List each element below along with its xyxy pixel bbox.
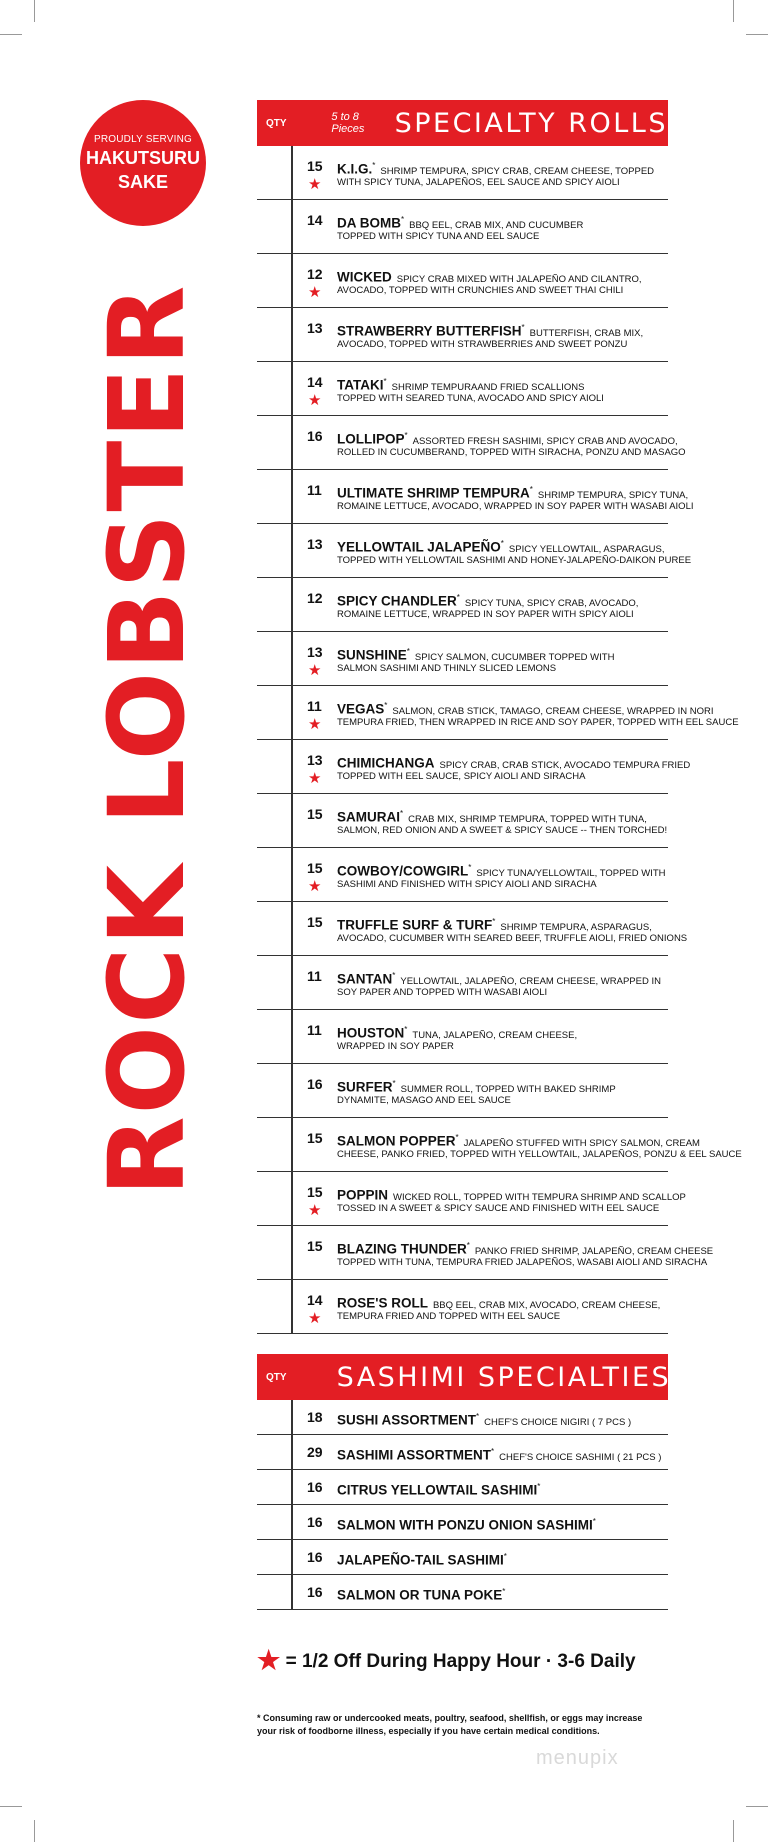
qty-column-rule xyxy=(291,1226,293,1279)
item-description-continued: TEMPURA FRIED AND TOPPED WITH EEL SAUCE xyxy=(337,1311,561,1322)
menu-item-row xyxy=(257,686,739,740)
qty-column-rule xyxy=(291,308,293,361)
star-icon: ★ xyxy=(257,1645,281,1675)
section-title: SPECIALTY ROLLS xyxy=(394,107,668,139)
item-description-continued: TOPPED WITH TUNA, TEMPURA FRIED JALAPEÑOS, WASABI AIOLI AND SIRACHA xyxy=(337,1257,708,1268)
happy-hour-star-icon: ★ xyxy=(308,716,322,733)
sake-badge xyxy=(80,100,206,226)
raw-mark: * xyxy=(401,215,405,224)
item-description-continued: AVOCADO, TOPPED WITH CRUNCHIES AND SWEET THAI CHILI xyxy=(337,285,624,296)
qty-column-rule xyxy=(291,254,293,307)
item-description-continued: DYNAMITE, MASAGO AND EEL SAUCE xyxy=(337,1095,511,1106)
qty-label: QTY xyxy=(266,1371,287,1383)
menu-item-row xyxy=(257,1064,668,1118)
raw-mark: * xyxy=(503,1552,507,1561)
crop-mark xyxy=(746,1806,768,1807)
menu-item-row xyxy=(257,902,688,956)
item-price: 18 xyxy=(307,1409,323,1425)
happy-hour-star-icon: ★ xyxy=(308,1202,322,1219)
raw-mark: * xyxy=(400,809,404,818)
item-price: 13 xyxy=(307,752,323,768)
item-name: SANTAN xyxy=(337,971,393,987)
qty-column-rule xyxy=(291,1435,293,1469)
item-description-continued: TOPPED WITH SEARED TUNA, AVOCADO AND SPICY AIOLI xyxy=(337,393,604,404)
item-description: WICKED ROLL, TOPPED WITH TEMPURA SHRIMP AND SCALLOP xyxy=(393,1191,686,1203)
item-description-continued: SASHIMI AND FINISHED WITH SPICY AIOLI AND SIRACHA xyxy=(337,879,597,890)
qty-column-rule xyxy=(291,1280,293,1333)
item-description: SHRIMP TEMPURA, ASPARAGUS, xyxy=(500,921,652,933)
item-price: 11 xyxy=(307,698,322,714)
qty-column-rule xyxy=(291,1400,293,1434)
item-description-continued: WITH SPICY TUNA, JALAPEÑOS, EEL SAUCE AND SPICY AIOLI xyxy=(337,177,620,188)
item-price: 15 xyxy=(307,158,323,174)
item-description-continued: TEMPURA FRIED, THEN WRAPPED IN RICE AND SOY PAPER, TOPPED WITH EEL SAUCE xyxy=(337,717,739,728)
raw-mark: * xyxy=(500,539,504,548)
sashimi-item-row xyxy=(257,1400,668,1435)
qty-column-rule xyxy=(291,1540,293,1574)
item-price: 14 xyxy=(307,374,323,390)
menu-item-row xyxy=(257,956,668,1010)
item-description: ASSORTED FRESH SASHIMI, SPICY CRAB AND AVOCADO, xyxy=(412,435,678,447)
item-price: 16 xyxy=(307,1076,323,1092)
raw-mark: * xyxy=(383,377,387,386)
raw-mark: * xyxy=(492,917,496,926)
qty-column-rule xyxy=(291,1118,293,1171)
item-description-continued: WRAPPED IN SOY PAPER xyxy=(337,1041,454,1052)
menu-item-row xyxy=(257,1118,742,1172)
item-name-line xyxy=(337,1408,664,1432)
crop-mark xyxy=(733,1820,734,1842)
item-name: SURFER xyxy=(337,1079,393,1095)
qty-column-rule xyxy=(291,470,293,523)
raw-mark: * xyxy=(592,1517,596,1526)
crop-mark xyxy=(733,0,734,22)
item-description-continued: TOSSED IN A SWEET & SPICY SAUCE AND FINISHED WITH EEL SAUCE xyxy=(337,1203,660,1214)
section-title: SASHIMI SPECIALTIES xyxy=(336,1361,672,1393)
item-description: SALMON, CRAB STICK, TAMAGO, CREAM CHEESE, WRAPPED IN NORI xyxy=(392,705,714,717)
raw-mark: * xyxy=(491,1447,495,1456)
item-description: SPICY TUNA, SPICY CRAB, AVOCADO, xyxy=(464,597,639,609)
qty-column-rule xyxy=(291,902,293,955)
item-price: 14 xyxy=(307,212,323,228)
menu-item-row xyxy=(257,146,668,200)
sashimi-specialties-header xyxy=(257,1354,672,1400)
item-price: 14 xyxy=(307,1292,323,1308)
qty-label: QTY xyxy=(266,117,287,129)
sashimi-item-row xyxy=(257,1505,668,1540)
item-price: 11 xyxy=(307,968,322,984)
item-name: HOUSTON xyxy=(337,1025,405,1041)
pieces-label: 5 to 8 Pieces xyxy=(331,111,365,135)
item-name: CITRUS YELLOWTAIL SASHIMI xyxy=(337,1482,538,1498)
item-name: DA BOMB xyxy=(337,215,401,231)
raw-mark: * xyxy=(455,1133,459,1142)
item-description: PANKO FRIED SHRIMP, JALAPEÑO, CREAM CHEESE xyxy=(474,1245,714,1257)
sashimi-item-row xyxy=(257,1575,668,1610)
item-description: BBQ EEL, CRAB MIX, AVOCADO, CREAM CHEESE, xyxy=(432,1299,661,1311)
item-description: SHRIMP TEMPURA, SPICY CRAB, CREAM CHEESE, TOPPED xyxy=(380,165,655,177)
item-name: SPICY CHANDLER xyxy=(337,593,457,609)
happy-hour-star-icon: ★ xyxy=(308,878,322,895)
qty-column-rule xyxy=(291,794,293,847)
menu-item-row xyxy=(257,362,668,416)
item-price: 15 xyxy=(307,1184,323,1200)
item-price: 15 xyxy=(307,860,323,876)
item-name: LOLLIPOP xyxy=(337,431,405,447)
item-name: VEGAS xyxy=(337,701,385,717)
item-price: 11 xyxy=(307,1022,322,1038)
rock-lobster-logo: ROCK LOBSTER xyxy=(86,283,208,1197)
item-name: COWBOY/COWGIRL xyxy=(337,863,469,879)
raw-mark: * xyxy=(392,1079,396,1088)
item-description-continued: ROMAINE LETTUCE, AVOCADO, WRAPPED IN SOY PAPER WITH WASABI AIOLI xyxy=(337,501,694,512)
happy-hour-star-icon: ★ xyxy=(308,392,322,409)
item-description-continued: TOPPED WITH YELLOWTAIL SASHIMI AND HONEY-JALAPEÑO-DAIKON PUREE xyxy=(337,555,692,566)
item-name: BLAZING THUNDER xyxy=(337,1241,467,1257)
item-description: SPICY YELLOWTAIL, ASPARAGUS, xyxy=(508,543,665,555)
qty-column-rule xyxy=(291,848,293,901)
raw-mark: * xyxy=(404,431,408,440)
menu-item-row xyxy=(257,1172,686,1226)
raw-mark: * xyxy=(529,485,533,494)
qty-column-rule xyxy=(291,1470,293,1504)
item-price: 16 xyxy=(307,428,323,444)
item-name-line xyxy=(337,1548,664,1572)
item-description: CHEF'S CHOICE NIGIRI ( 7 PCS ) xyxy=(484,1416,632,1428)
item-name: SAMURAI xyxy=(337,809,400,825)
disclaimer-line2: your risk of foodborne illness, especially if you have certain medical conditions. xyxy=(257,1726,600,1736)
item-name: SALMON WITH PONZU ONION SASHIMI xyxy=(337,1517,593,1533)
item-description: SUMMER ROLL, TOPPED WITH BAKED SHRIMP xyxy=(400,1083,616,1095)
raw-mark: * xyxy=(537,1482,541,1491)
item-name: K.I.G. xyxy=(337,161,373,177)
item-description: TUNA, JALAPEÑO, CREAM CHEESE, xyxy=(412,1029,578,1041)
qty-column-rule xyxy=(291,578,293,631)
happy-hour-legend xyxy=(257,1645,636,1676)
happy-hour-star-icon: ★ xyxy=(308,1310,322,1327)
sashimi-item-row xyxy=(257,1540,668,1575)
menu-item-row xyxy=(257,254,668,308)
qty-column-rule xyxy=(291,1575,293,1609)
happy-hour-star-icon: ★ xyxy=(308,284,322,301)
item-description: SPICY SALMON, CUCUMBER TOPPED WITH xyxy=(414,651,615,663)
item-description-continued: TOPPED WITH SPICY TUNA AND EEL SAUCE xyxy=(337,231,540,242)
raw-mark: * xyxy=(456,593,460,602)
item-price: 16 xyxy=(307,1584,323,1600)
menu-item-row xyxy=(257,200,668,254)
qty-column-rule xyxy=(291,146,293,199)
crop-mark xyxy=(0,34,22,35)
crop-mark xyxy=(34,0,35,22)
item-name: STRAWBERRY BUTTERFISH xyxy=(337,323,522,339)
qty-column-rule xyxy=(291,632,293,685)
menu-item-row xyxy=(257,308,668,362)
item-price: 16 xyxy=(307,1549,323,1565)
menu-item-row xyxy=(257,1010,668,1064)
item-description: CHEF'S CHOICE SASHIMI ( 21 PCS ) xyxy=(499,1451,662,1463)
item-description: SHRIMP TEMPURAAND FRIED SCALLIONS xyxy=(391,381,585,393)
item-name: SASHIMI ASSORTMENT xyxy=(337,1447,492,1463)
menu-item-row xyxy=(257,416,686,470)
qty-column-rule xyxy=(291,416,293,469)
disclaimer-line1: * Consuming raw or undercooked meats, poultry, seafood, shellfish, or eggs may increase xyxy=(257,1713,643,1723)
menu-item-row xyxy=(257,848,668,902)
logo-wrap xyxy=(86,280,208,1200)
item-description-continued: SALMON SASHIMI AND THINLY SLICED LEMONS xyxy=(337,663,557,674)
item-description-continued: TOPPED WITH EEL SAUCE, SPICY AIOLI AND SIRACHA xyxy=(337,771,586,782)
item-name: POPPIN xyxy=(337,1187,389,1203)
item-description-continued: CHEESE, PANKO FRIED, TOPPED WITH YELLOWTAIL, JALAPEÑOS, PONZU & EEL SAUCE xyxy=(337,1149,742,1160)
crop-mark xyxy=(34,1820,35,1842)
sashimi-item-row xyxy=(257,1470,668,1505)
qty-column-rule xyxy=(291,1010,293,1063)
item-price: 15 xyxy=(307,1130,323,1146)
menu-item-row xyxy=(257,1280,668,1334)
item-name: SALMON OR TUNA POKE xyxy=(337,1587,503,1603)
item-price: 15 xyxy=(307,1238,323,1254)
item-price: 15 xyxy=(307,806,323,822)
menu-item-row xyxy=(257,578,668,632)
item-description-continued: ROLLED IN CUCUMBERAND, TOPPED WITH SIRACHA, PONZU AND MASAGO xyxy=(337,447,686,458)
item-name: WICKED xyxy=(337,269,392,285)
item-name: SUNSHINE xyxy=(337,647,407,663)
crop-mark xyxy=(0,1806,22,1807)
item-name-line xyxy=(337,1513,664,1537)
specialty-rolls-list xyxy=(257,146,742,1334)
item-name: SUSHI ASSORTMENT xyxy=(337,1412,477,1428)
item-description: JALAPEÑO STUFFED WITH SPICY SALMON, CREAM xyxy=(463,1137,700,1149)
raw-mark: * xyxy=(404,1025,408,1034)
item-price: 13 xyxy=(307,536,323,552)
raw-mark: * xyxy=(392,971,396,980)
item-description: YELLOWTAIL, JALAPEÑO, CREAM CHEESE, WRAPPED IN xyxy=(400,975,661,987)
menu-item-row xyxy=(257,1226,714,1280)
item-price: 12 xyxy=(307,590,323,606)
raw-mark: * xyxy=(466,1241,470,1250)
qty-column-rule xyxy=(291,956,293,1009)
legend-text: = 1/2 Off During Happy Hour · 3-6 Daily xyxy=(285,1651,636,1672)
menu-item-row xyxy=(257,740,691,794)
happy-hour-star-icon: ★ xyxy=(308,176,322,193)
qty-column-rule xyxy=(291,524,293,577)
item-name: TATAKI xyxy=(337,377,384,393)
menu-item-row xyxy=(257,632,668,686)
item-price: 15 xyxy=(307,914,323,930)
item-name-line xyxy=(337,1478,664,1502)
item-price: 16 xyxy=(307,1514,323,1530)
item-description: BUTTERFISH, CRAB MIX, xyxy=(529,327,644,339)
raw-mark: * xyxy=(372,161,376,170)
badge-line2: HAKUTSURU xyxy=(86,148,200,168)
item-name: CHIMICHANGA xyxy=(337,755,435,771)
raw-mark: * xyxy=(468,863,472,872)
item-name: ULTIMATE SHRIMP TEMPURA xyxy=(337,485,530,501)
item-price: 13 xyxy=(307,644,323,660)
item-description-continued: SOY PAPER AND TOPPED WITH WASABI AIOLI xyxy=(337,987,548,998)
item-price: 16 xyxy=(307,1479,323,1495)
item-description-continued: ROMAINE LETTUCE, WRAPPED IN SOY PAPER WITH SPICY AIOLI xyxy=(337,609,634,620)
item-price: 29 xyxy=(307,1444,323,1460)
happy-hour-star-icon: ★ xyxy=(308,770,322,787)
item-description-continued: AVOCADO, CUCUMBER WITH SEARED BEEF, TRUFFLE AIOLI, FRIED ONIONS xyxy=(337,933,688,944)
item-name: ROSE'S ROLL xyxy=(337,1295,428,1311)
badge-line1: PROUDLY SERVING xyxy=(93,134,193,145)
item-description-continued: SALMON, RED ONION AND A SWEET & SPICY SAUCE -- THEN TORCHED! xyxy=(337,825,668,836)
qty-column-rule xyxy=(291,362,293,415)
watermark: menupix xyxy=(536,1747,619,1769)
happy-hour-star-icon: ★ xyxy=(308,662,322,679)
qty-column-rule xyxy=(291,1505,293,1539)
raw-mark: * xyxy=(476,1412,480,1421)
item-description: BBQ EEL, CRAB MIX, AND CUCUMBER xyxy=(409,219,584,231)
qty-column-rule xyxy=(291,1172,293,1225)
item-description: SPICY TUNA/YELLOWTAIL, TOPPED WITH xyxy=(476,867,666,879)
raw-mark: * xyxy=(384,701,388,710)
raw-mark: * xyxy=(502,1587,506,1596)
qty-column-rule xyxy=(291,740,293,793)
item-description: SPICY CRAB, CRAB STICK, AVOCADO TEMPURA FRIED xyxy=(439,759,691,771)
item-description: SHRIMP TEMPURA, SPICY TUNA, xyxy=(537,489,689,501)
qty-column-rule xyxy=(291,200,293,253)
item-name-line xyxy=(337,1583,664,1607)
item-description: SPICY CRAB MIXED WITH JALAPEÑO AND CILANTRO, xyxy=(396,273,642,285)
sashimi-list xyxy=(257,1400,668,1610)
health-disclaimer xyxy=(257,1712,677,1738)
badge-line3: SAKE xyxy=(117,172,168,192)
raw-mark: * xyxy=(406,647,410,656)
qty-column-rule xyxy=(291,1064,293,1117)
item-name: SALMON POPPER xyxy=(337,1133,456,1149)
qty-column-rule xyxy=(291,686,293,739)
menu-item-row xyxy=(257,524,692,578)
sashimi-item-row xyxy=(257,1435,668,1470)
item-name: TRUFFLE SURF & TURF xyxy=(337,917,493,933)
menu-item-row xyxy=(257,470,694,524)
item-price: 13 xyxy=(307,320,323,336)
item-name-line xyxy=(337,1443,664,1467)
item-name: JALAPEÑO-TAIL SASHIMI xyxy=(337,1552,504,1568)
crop-mark xyxy=(746,34,768,35)
item-price: 11 xyxy=(307,482,322,498)
item-name: YELLOWTAIL JALAPEÑO xyxy=(337,539,501,555)
menu-item-row xyxy=(257,794,668,848)
raw-mark: * xyxy=(521,323,525,332)
item-price: 12 xyxy=(307,266,323,282)
item-description-continued: AVOCADO, TOPPED WITH STRAWBERRIES AND SWEET PONZU xyxy=(337,339,628,350)
specialty-rolls-header xyxy=(257,100,668,146)
item-description: CRAB MIX, SHRIMP TEMPURA, TOPPED WITH TUNA, xyxy=(408,813,647,825)
